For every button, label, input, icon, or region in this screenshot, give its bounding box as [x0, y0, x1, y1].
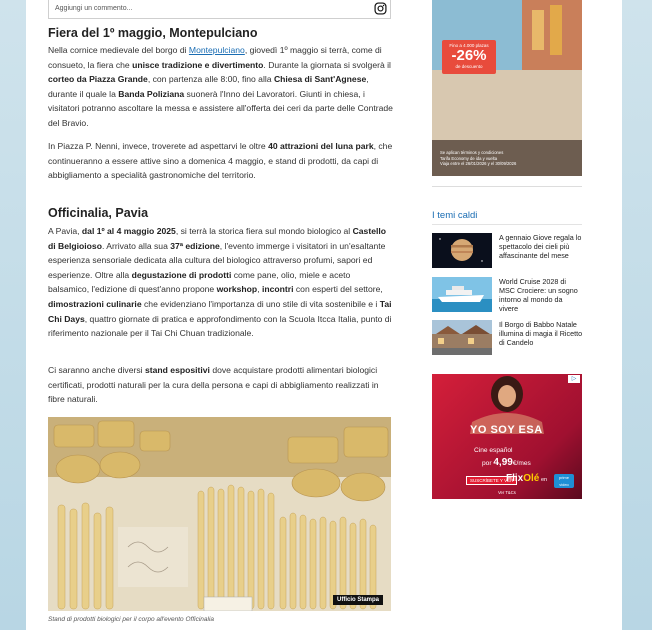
prime-video-logo: prime video: [554, 474, 574, 488]
hot-topic-item-jupiter[interactable]: [432, 233, 582, 273]
discount-badge: Fino a 4.000 plazas -26% de descuento: [442, 40, 496, 74]
ad-price: por 4,99€/mes: [482, 457, 531, 468]
page: [26, 0, 622, 630]
photo-credit-badge: Ufficio Stampa: [333, 595, 383, 605]
hot-topics-divider: [432, 224, 582, 225]
jupiter-thumbnail[interactable]: [432, 233, 492, 268]
flixole-logo: FlixOlé: [506, 473, 540, 484]
paragraph-officinalia-2: Ci saranno anche diversi stand espositivi dove acquistare prodotti alimentari biologici certificati, prodotti naturali per la cura della persona e capi di abbigliamento realizzati in fibre naturali.: [48, 365, 379, 405]
hot-topic-label[interactable]: World Cruise 2028 di MSC Crociere: un sogno intorno al mondo da vivere: [499, 277, 578, 313]
comment-placeholder: Aggiungi un commento...: [55, 5, 133, 12]
hot-topic-label[interactable]: Il Borgo di Babbo Natale illumina di magia il Ricetto di Candelo: [499, 320, 583, 347]
candles-illustration: [48, 417, 391, 611]
streaming-ad-banner[interactable]: [432, 374, 582, 499]
village-thumbnail[interactable]: [432, 320, 492, 355]
ad-subline: Cine español: [474, 447, 513, 454]
montepulciano-link[interactable]: Montepulciano: [188, 45, 245, 55]
cruise-ship-thumbnail[interactable]: [432, 277, 492, 312]
hot-topic-item-cruise[interactable]: [432, 277, 582, 317]
ad-headline: YO SOY ESA: [470, 424, 543, 436]
ad-fine-print: Se aplican términos y condiciones Tarifa Economy de ida y vuelta Viaja entre el 26/01/2026 y el 30/09/2026: [440, 150, 517, 166]
paragraph-montepulciano-1: Nella cornice medievale del borgo di Montepulciano, giovedì 1º maggio si terrà, come di consueto, la fiera che unisce tradizione e divertimento. Durante la giornata si svolgerà il corteo da Piazza Grande, con partenza alle 8:00, fino alla Chiesa di Sant'Agnese, durante il quale la Banda Poliziana suonerà l'Inno dei Lavoratori. Giunti in chiesa, i visitatori potranno ascoltare la messa e assistere all'offerta dei ceri da parte delle Contrade del Bravio.: [48, 45, 393, 128]
ad-en-text: en: [541, 477, 548, 483]
instagram-icon[interactable]: [374, 2, 387, 15]
hot-topic-label[interactable]: A gennaio Giove regala lo spettacolo dei cieli più affascinante del mese: [499, 233, 582, 260]
paragraph-montepulciano-2: In Piazza P. Nenni, invece, troverete ad aspettarvi le oltre 40 attrazioni del luna park, che continueranno a essere attive sino a domenica 4 maggio, e stand di prodotti, da capi di abbigliamento a specialità gastronomiche del territorio.: [48, 141, 393, 181]
article-photo-candles: [48, 417, 391, 611]
hot-topics-title: I temi caldi: [432, 210, 478, 221]
adchoices-icon[interactable]: ▷: [568, 375, 580, 383]
section-title-officinalia: Officinalia, Pavia: [48, 206, 149, 220]
subscribe-button[interactable]: SUSCRÍBETE Y VER: [466, 476, 517, 485]
paragraph-officinalia-1: A Pavia, dal 1º al 4 maggio 2025, si terrà la storica fiera sul mondo biologico al Castello di Belgioioso. Arrivato alla sua 37ª edizione, l'evento immerge i visitatori in un'esaltante esperienza sensoriale dedicata alla cultura del biologico attraverso profumi, sapori ed esperienze. Oltre alla degustazione di prodotti come pane, olio, miele e aceto balsamico, l'edizione di quest'anno propone workshop, incontri con esperti del settore, dimostrazioni culinarie che evidenziano l'importanza di uno stile di vita sostenibile e i Tai Chi Days, quattro giornate di pratica e approfondimento con la Scuola Itcca Italia, punto di riferimento nazionale per il Tai Chi Chuan tradizionale.: [48, 226, 392, 339]
comment-input[interactable]: [48, 0, 391, 19]
ad-terms-link[interactable]: Ver T&Cs: [498, 490, 516, 495]
sidebar-divider: [432, 186, 582, 187]
section-title-montepulciano: Fiera del 1º maggio, Montepulciano: [48, 26, 258, 40]
hot-topic-item-candelo[interactable]: [432, 320, 582, 360]
travel-ad-banner[interactable]: [432, 0, 582, 176]
photo-caption: Stand di prodotti biologici per il corpo all'evento Officinalia: [48, 616, 215, 623]
